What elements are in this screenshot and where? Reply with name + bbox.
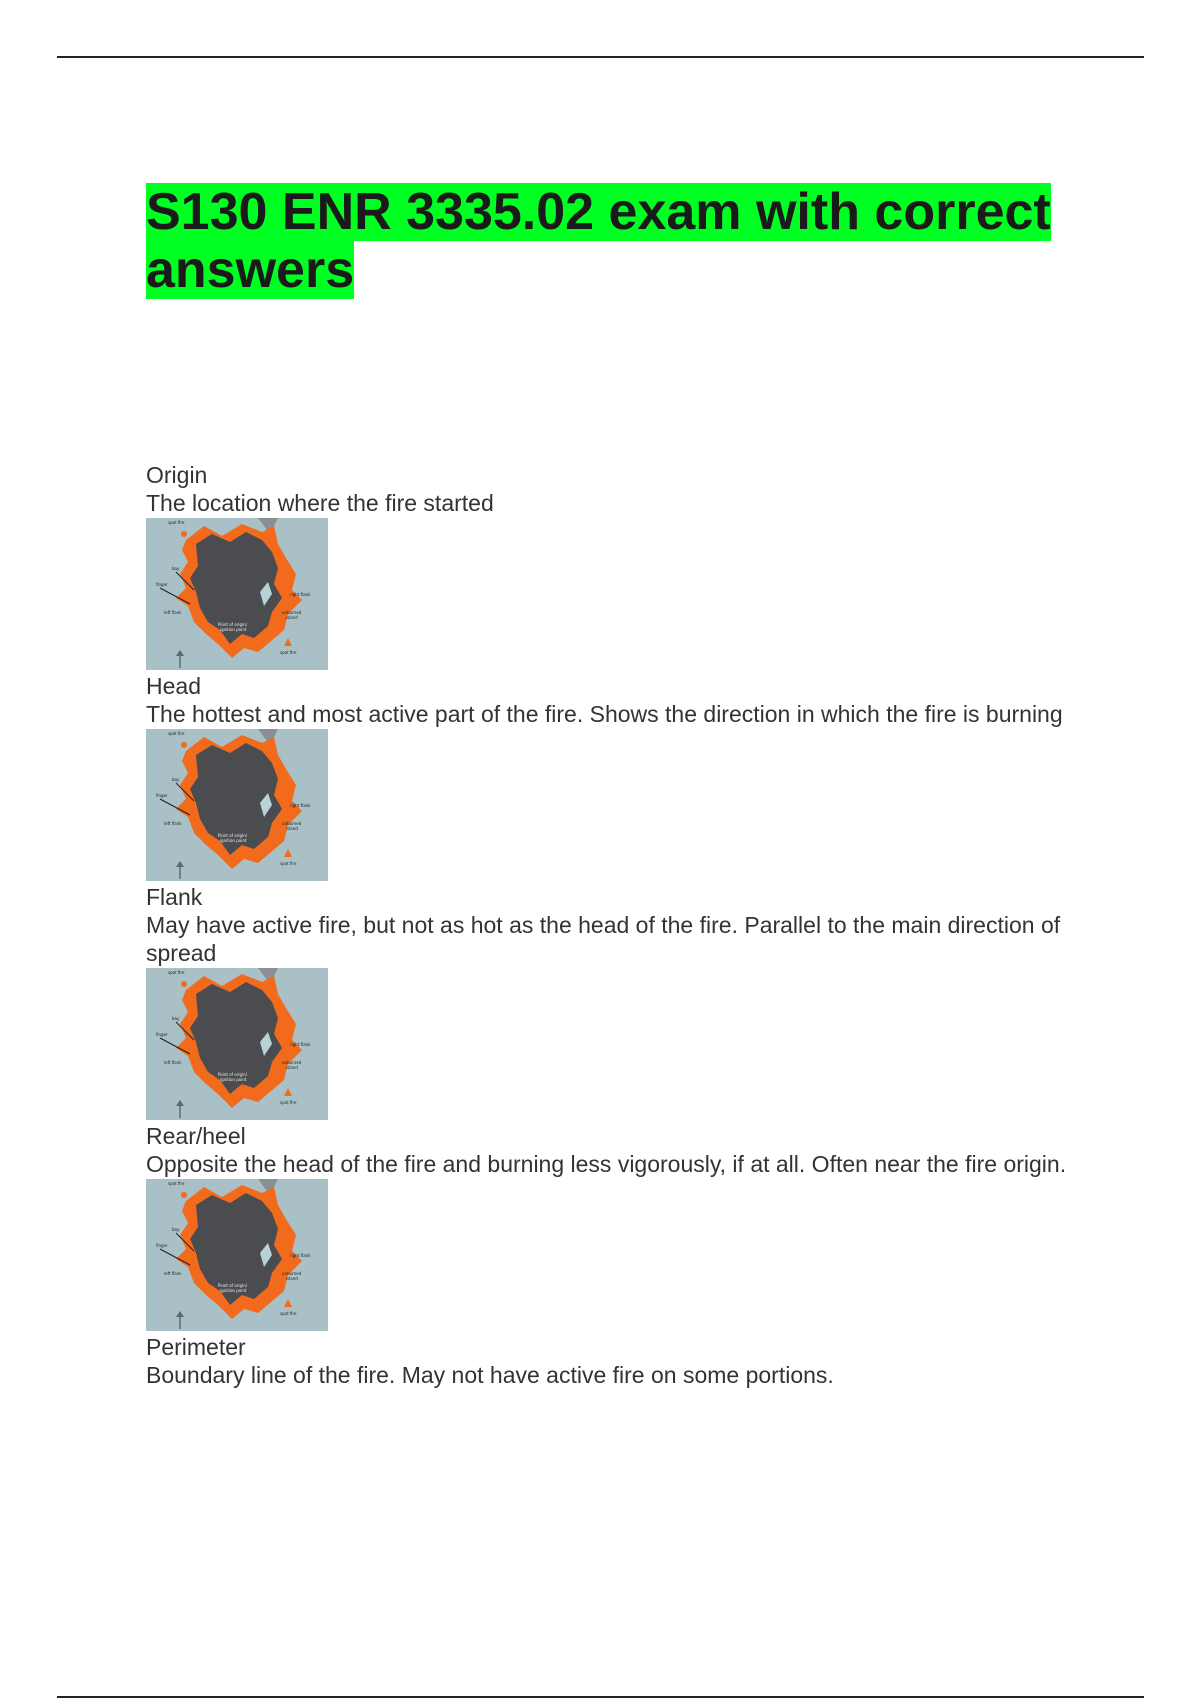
term-entry-origin — [146, 461, 1096, 670]
term-label: Origin — [146, 462, 208, 488]
svg-text:bay: bay — [172, 1227, 180, 1232]
svg-text:ignition point: ignition point — [220, 1288, 247, 1293]
svg-text:bay: bay — [172, 1016, 180, 1021]
svg-text:Point of origin/: Point of origin/ — [218, 622, 248, 627]
svg-text:island: island — [286, 826, 298, 831]
fire-diagram-image — [146, 518, 328, 670]
svg-text:ignition point: ignition point — [220, 1077, 247, 1082]
svg-text:unburned: unburned — [282, 1060, 302, 1065]
svg-text:island: island — [286, 1065, 298, 1070]
svg-text:left flank: left flank — [164, 610, 182, 615]
header-rule — [57, 56, 1144, 58]
svg-text:right flank: right flank — [290, 1253, 311, 1258]
fire-diagram-image — [146, 1179, 328, 1331]
figure-label-spot-fire-top: spot fire — [168, 1181, 185, 1186]
svg-text:island: island — [286, 615, 298, 620]
term-label: Perimeter — [146, 1334, 246, 1360]
svg-text:left flank: left flank — [164, 1060, 182, 1065]
svg-text:spot fire: spot fire — [280, 1311, 297, 1316]
svg-text:finger: finger — [156, 793, 168, 798]
term-entry-rear-heel — [146, 1122, 1096, 1331]
fire-diagram-image — [146, 729, 328, 881]
svg-text:Point of origin/: Point of origin/ — [218, 1283, 248, 1288]
svg-text:spot fire: spot fire — [280, 861, 297, 866]
svg-text:spot fire: spot fire — [280, 650, 297, 655]
svg-text:island: island — [286, 1276, 298, 1281]
term-definition: The hottest and most active part of the fire. Shows the direction in which the fire is burning — [146, 701, 1063, 727]
svg-text:bay: bay — [172, 777, 180, 782]
svg-text:finger: finger — [156, 1032, 168, 1037]
term-definition: May have active fire, but not as hot as the head of the fire. Parallel to the main direction of spread — [146, 912, 1061, 966]
figure-label-spot-fire-top: spot fire — [168, 731, 185, 736]
svg-text:unburned: unburned — [282, 610, 302, 615]
svg-text:Point of origin/: Point of origin/ — [218, 1072, 248, 1077]
term-entry-perimeter — [146, 1333, 1096, 1389]
svg-text:left flank: left flank — [164, 821, 182, 826]
fire-diagram-image — [146, 968, 328, 1120]
term-label: Flank — [146, 884, 203, 910]
term-label: Head — [146, 673, 201, 699]
svg-text:unburned: unburned — [282, 821, 302, 826]
svg-text:right flank: right flank — [290, 1042, 311, 1047]
svg-text:spot fire: spot fire — [280, 1100, 297, 1105]
svg-text:Point of origin/: Point of origin/ — [218, 833, 248, 838]
svg-text:ignition point: ignition point — [220, 838, 247, 843]
term-definition: Opposite the head of the fire and burning less vigorously, if at all. Often near the fire origin. — [146, 1151, 1067, 1177]
svg-text:right flank: right flank — [290, 592, 311, 597]
figure-label-spot-fire-top: spot fire — [168, 970, 185, 975]
footer-rule — [57, 1696, 1144, 1698]
svg-text:right flank: right flank — [290, 803, 311, 808]
figure-label-spot-fire-top: spot fire — [168, 520, 185, 525]
svg-text:unburned: unburned — [282, 1271, 302, 1276]
svg-text:ignition point: ignition point — [220, 627, 247, 632]
svg-text:bay: bay — [172, 566, 180, 571]
svg-text:finger: finger — [156, 582, 168, 587]
term-definition: The location where the fire started — [146, 490, 494, 516]
svg-text:left flank: left flank — [164, 1271, 182, 1276]
term-label: Rear/heel — [146, 1123, 246, 1149]
document-title: S130 ENR 3335.02 exam with correct answers — [146, 183, 1051, 299]
term-entry-head — [146, 672, 1096, 881]
svg-text:finger: finger — [156, 1243, 168, 1248]
document-body — [146, 183, 1096, 1389]
term-list — [146, 461, 1096, 1389]
term-definition: Boundary line of the fire. May not have active fire on some portions. — [146, 1362, 834, 1388]
term-entry-flank — [146, 883, 1096, 1120]
